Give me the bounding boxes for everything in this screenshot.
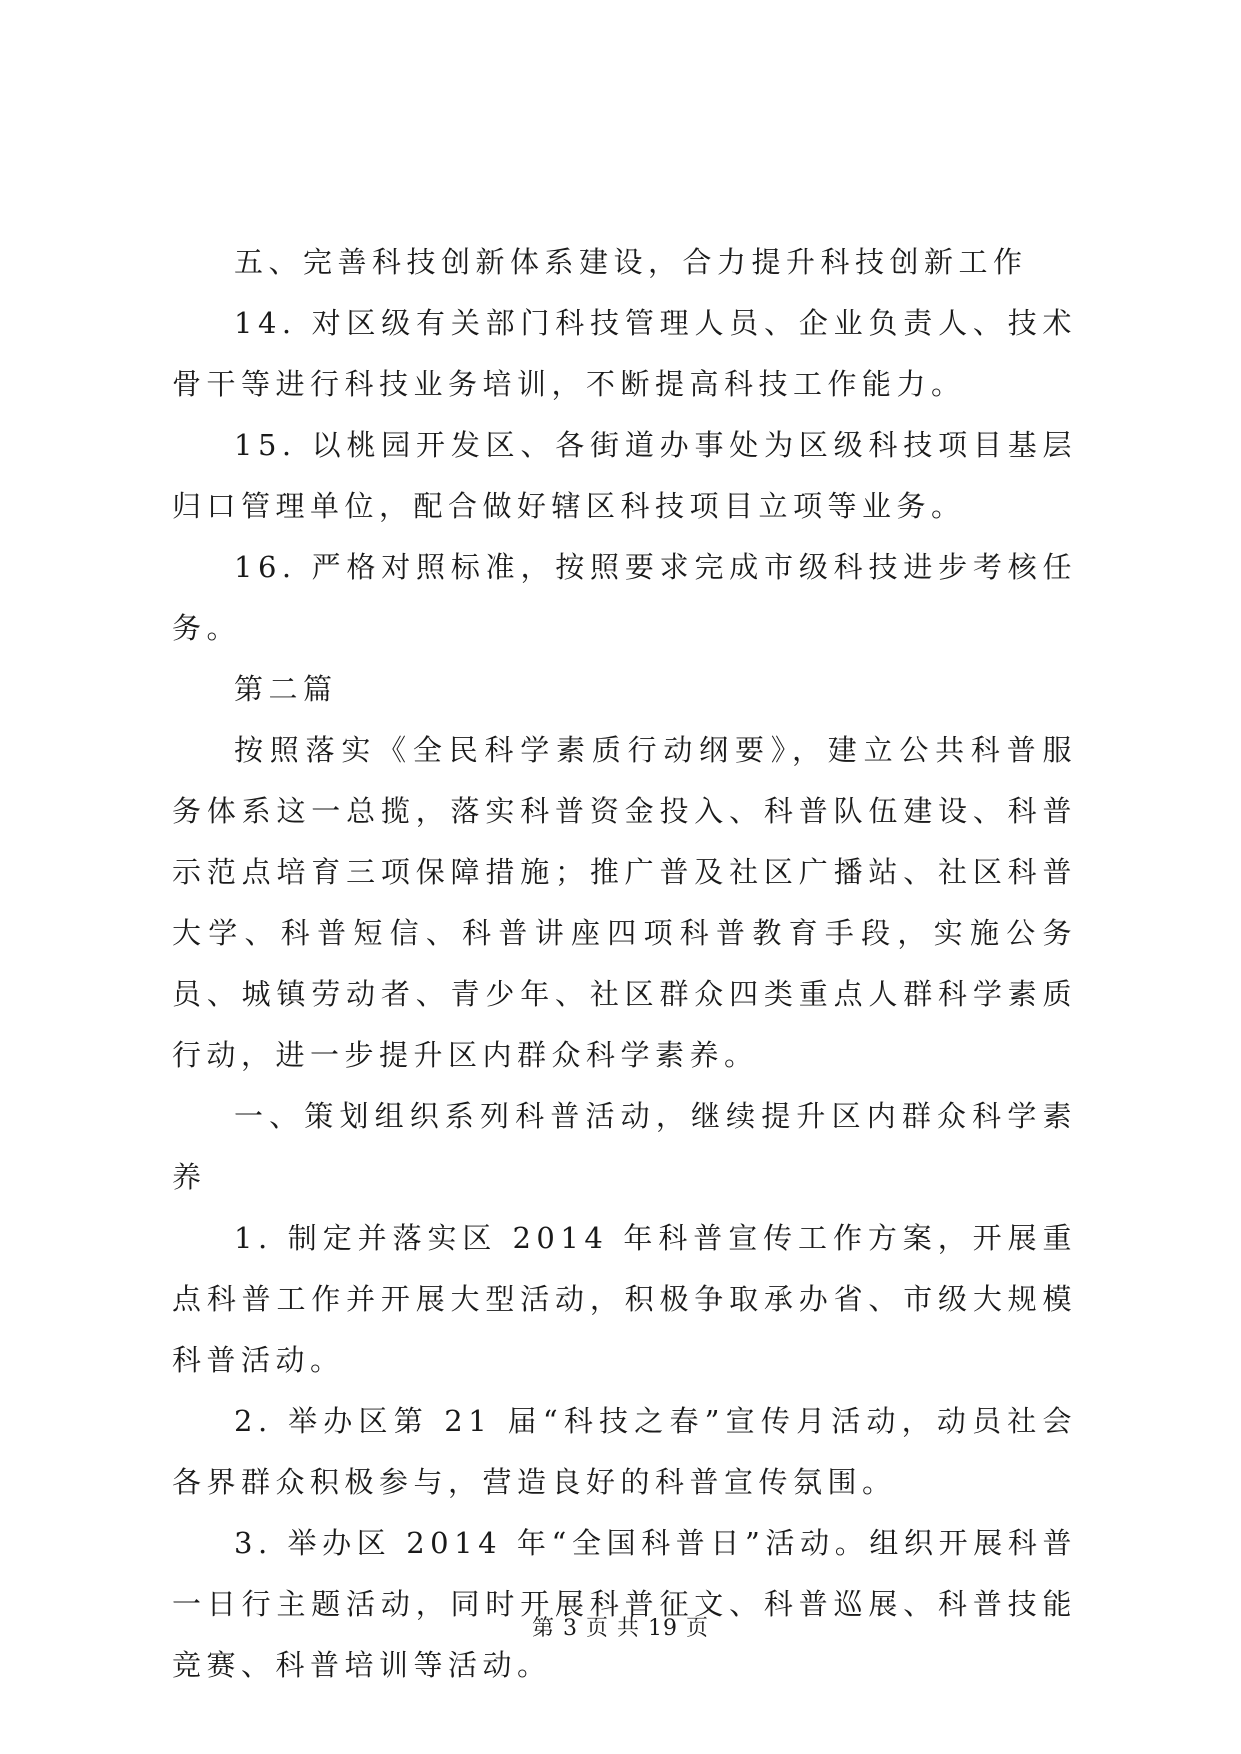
part-heading-2: 第二篇 (234, 672, 338, 706)
document-body (172, 232, 1077, 1696)
paragraph-item-15: 15. 以桃园开发区、各街道办事处为区级科技项目基层归口管理单位，配合做好辖区科技项目立项等业务。 (172, 428, 1077, 523)
section-heading-5: 五、完善科技创新体系建设，合力提升科技创新工作 (234, 245, 1028, 279)
paragraph-item-3: 3. 举办区 2014 年“全国科普日”活动。组织开展科普一日行主题活动，同时开展科普征文、科普巡展、科普技能竞赛、科普培训等活动。 (172, 1526, 1077, 1682)
paragraph-intro: 按照落实《全民科学素质行动纲要》，建立公共科普服务体系这一总揽，落实科普资金投入、科普队伍建设、科普示范点培育三项保障措施；推广普及社区广播站、社区科普大学、科普短信、科普讲座四项科普教育手段，实施公务员、城镇劳动者、青少年、社区群众四类重点人群科学素质行动，进一步提升区内群众科学素养。 (172, 733, 1077, 1072)
paragraph-item-2: 2. 举办区第 21 届“科技之春”宣传月活动，动员社会各界群众积极参与，营造良好的科普宣传氛围。 (172, 1404, 1077, 1499)
section-heading-1: 一、策划组织系列科普活动，继续提升区内群众科学素养 (172, 1099, 1077, 1194)
paragraph-item-14: 14. 对区级有关部门科技管理人员、企业负责人、技术骨干等进行科技业务培训，不断提高科技工作能力。 (172, 306, 1077, 401)
paragraph-item-16: 16. 严格对照标准，按照要求完成市级科技进步考核任务。 (172, 550, 1077, 645)
page-number-footer: 第 3 页 共 19 页 (532, 1616, 709, 1641)
paragraph-item-1: 1. 制定并落实区 2014 年科普宣传工作方案，开展重点科普工作并开展大型活动，积极争取承办省、市级大规模科普活动。 (172, 1221, 1077, 1377)
